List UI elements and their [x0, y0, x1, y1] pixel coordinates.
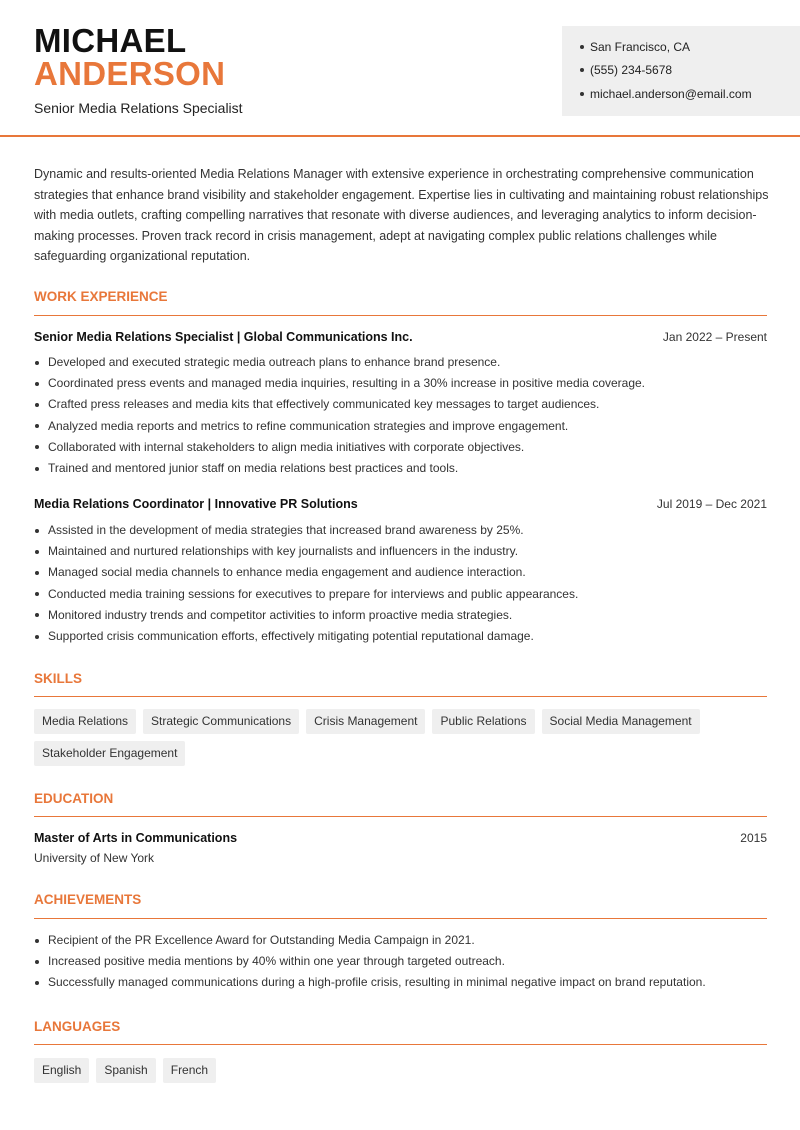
contact-email[interactable] — [580, 87, 752, 101]
list-item: Conducted media training sessions for executives to prepare for interviews and public appearances. — [34, 584, 774, 605]
first-name: MICHAEL — [34, 22, 187, 59]
skills-tags — [34, 709, 774, 766]
language-tag: Spanish — [96, 1058, 155, 1083]
list-item: Trained and mentored junior staff on media relations best practices and tools. — [34, 458, 774, 479]
bullet-icon — [35, 635, 39, 639]
section-divider — [34, 1044, 767, 1045]
job-role: Media Relations Coordinator | Innovative PR Solutions — [34, 497, 358, 511]
list-item: Managed social media channels to enhance media engagement and audience interaction. — [34, 562, 774, 583]
resume-header — [0, 0, 800, 137]
bullet-icon — [35, 382, 39, 386]
skill-tag: Strategic Communications — [143, 709, 299, 734]
list-item: Developed and executed strategic media outreach plans to enhance brand presence. — [34, 352, 774, 373]
achievement-bullets — [34, 930, 794, 994]
job-role: Senior Media Relations Specialist | Global Communications Inc. — [34, 330, 413, 344]
contact-location — [580, 40, 690, 54]
skill-tag: Media Relations — [34, 709, 136, 734]
bullet-icon — [35, 403, 39, 407]
section-title-achievements: ACHIEVEMENTS — [34, 892, 142, 907]
language-tag: English — [34, 1058, 89, 1083]
section-divider — [34, 696, 767, 697]
education-degree: Master of Arts in Communications — [34, 831, 238, 845]
section-divider — [34, 918, 767, 919]
bullet-icon — [580, 45, 584, 49]
list-item: Supported crisis communication efforts, effectively mitigating potential reputational damage. — [34, 626, 774, 647]
bullet-icon — [35, 467, 39, 471]
list-item: Collaborated with internal stakeholders to align media initiatives with corporate objectives. — [34, 437, 774, 458]
bullet-icon — [35, 613, 39, 617]
list-item: Crafted press releases and media kits that effectively communicated key messages to target audiences. — [34, 394, 774, 415]
section-divider — [34, 816, 767, 817]
job-bullets — [34, 352, 774, 479]
list-item: Analyzed media reports and metrics to refine communication strategies and improve engagement. — [34, 416, 774, 437]
bullet-icon — [35, 424, 39, 428]
bullet-icon — [580, 92, 584, 96]
job-title: Senior Media Relations Specialist — [34, 100, 243, 116]
bullet-icon — [35, 361, 39, 365]
section-title-languages: LANGUAGES — [34, 1019, 121, 1034]
bullet-icon — [35, 550, 39, 554]
education-heading — [34, 831, 767, 845]
skill-tag: Public Relations — [432, 709, 534, 734]
contact-email-text[interactable]: michael.anderson@email.com — [590, 87, 752, 101]
education-year: 2015 — [740, 831, 767, 845]
list-item: Maintained and nurtured relationships with key journalists and influencers in the industry. — [34, 541, 774, 562]
skill-tag: Stakeholder Engagement — [34, 741, 185, 766]
job-heading — [34, 497, 767, 511]
list-item: Recipient of the PR Excellence Award for Outstanding Media Campaign in 2021. — [34, 930, 794, 951]
job-heading — [34, 330, 767, 344]
section-title-education: EDUCATION — [34, 791, 114, 806]
last-name: ANDERSON — [34, 55, 226, 92]
contact-phone-text: (555) 234-5678 — [590, 63, 673, 77]
job-bullets — [34, 520, 774, 647]
contact-phone — [580, 63, 672, 77]
bullet-icon — [580, 68, 584, 72]
bullet-icon — [35, 592, 39, 596]
section-title-skills: SKILLS — [34, 671, 83, 686]
education-school: University of New York — [34, 851, 155, 865]
list-item: Coordinated press events and managed media inquiries, resulting in a 30% increase in positive media coverage. — [34, 373, 774, 394]
section-divider — [34, 315, 767, 316]
language-tags — [34, 1058, 774, 1083]
job-dates: Jan 2022 – Present — [662, 330, 767, 344]
summary: Dynamic and results-oriented Media Relations Manager with extensive experience in orchestrating comprehensive communication strategies that enhance brand visibility and stakeholder engagement. Expertise lies in cultivating and maintaining robust relationships with media outlets, crafting compelling narratives that resonate with diverse audiences, and leveraging analytics to inform decision-making processes. Proven track record in crisis management, adept at navigating complex public relations challenges while safeguarding organizational reputation. — [34, 167, 769, 263]
list-item: Successfully managed communications during a high-profile crisis, resulting in minimal negative impact on brand reputation. — [34, 972, 794, 993]
list-item: Increased positive media mentions by 40% within one year through targeted outreach. — [34, 951, 794, 972]
skill-tag: Social Media Management — [542, 709, 700, 734]
bullet-icon — [35, 939, 39, 943]
bullet-icon — [35, 571, 39, 575]
language-tag: French — [163, 1058, 216, 1083]
list-item: Monitored industry trends and competitor activities to inform proactive media strategies. — [34, 605, 774, 626]
bullet-icon — [35, 529, 39, 533]
contact-box — [562, 26, 800, 116]
bullet-icon — [35, 960, 39, 964]
bullet-icon — [35, 981, 39, 985]
bullet-icon — [35, 445, 39, 449]
contact-location-text: San Francisco, CA — [590, 40, 691, 54]
section-title-work: WORK EXPERIENCE — [34, 289, 168, 304]
list-item: Assisted in the development of media strategies that increased brand awareness by 25%. — [34, 520, 774, 541]
job-dates: Jul 2019 – Dec 2021 — [656, 497, 767, 511]
skill-tag: Crisis Management — [306, 709, 425, 734]
